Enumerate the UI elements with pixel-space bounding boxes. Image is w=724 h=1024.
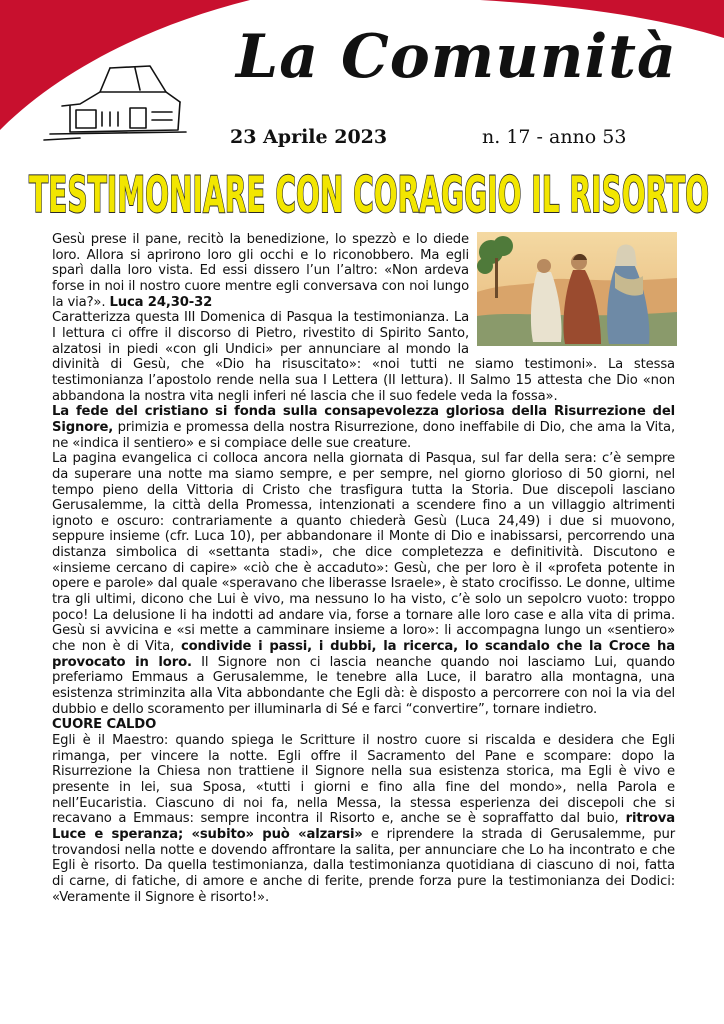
issue-number: n. 17 - anno 53 xyxy=(482,126,627,148)
emmaus-illustration xyxy=(477,232,677,346)
paragraph-3 xyxy=(52,451,675,717)
paragraph-4 xyxy=(52,733,675,905)
paragraph-4-b: e riprendere la strada di Gerusalemme, pur trovandosi nella notte e dovendo affrontare la salita, per annunciare che Lo ha incontrato e che Egli è risorto. Da quella testimonianza, dalla testimonianza quotidiana di ciascuno di noi, fatta di carne, di fatiche, di amore e anche di ferite, prende forza pure la testimonianza dei Dodici: «Veramente il Signore è risorto!». xyxy=(52,826,675,905)
church-logo-icon xyxy=(40,62,190,152)
paragraph-4-a: Egli è il Maestro: quando spiega le Scritture il nostro cuore si riscalda e desidera che Egli rimanga, per vincere la notte. Egli offre il Sacramento del Pane e scompare: dopo la Risurrezione la Chiesa non trattiene il Signore nella sua esistenza storica, ma Egli è vivo e presente in lei, sua Sposa, «tutti i giorni e fino alla fine del mondo», nella Parola e nell’Eucaristia. Ciascuno di noi fa, nella Messa, la stessa esperienza dei discepoli che si recavano a Emmaus: sempre incontra il Risorto e, anche se è sopraffatto dal buio, xyxy=(52,733,675,827)
article-body xyxy=(52,232,675,905)
intro-reference: Luca 24,30-32 xyxy=(109,294,213,310)
section-title: CUORE CALDO xyxy=(52,717,157,733)
paragraph-2 xyxy=(52,404,675,451)
paragraph-4-bold: ritrova Luce e speranza; «subito» può «alzarsi» xyxy=(52,811,675,842)
headline-text: TESTIMONIARE CON CORAGGIO IL RISORTO xyxy=(29,166,709,224)
headline xyxy=(24,160,714,226)
paragraph-1: Caratterizza questa III Domenica di Pasqua la testimonianza. La I lettura ci offre il discorso di Pietro, rivestito di Spirito Santo, alzatosi in piedi «con gli Undici» per annunciare al mondo la divinità di Gesù, che «Dio ha risuscitato»: «noi tutti ne siamo testimoni». La stessa testimonianza l’apostolo rende nella sua I Lettera (II lettura). Il Salmo 15 attesta che Dio «non abbandona la nostra vita negli inferi né lascia che il suo fedele veda la fossa». xyxy=(52,310,675,404)
paragraph-2-rest: primizia e promessa della nostra Risurrezione, dono ineffabile di Dio, che ama la Vita, ne «indica il sentiero» e si compiace delle sue creature. xyxy=(52,419,675,451)
masthead-title: La Comunità xyxy=(236,22,677,92)
paragraph-3-bold: condivide i passi, i dubbi, la ricerca, lo scandalo che la Croce ha provocato in loro. xyxy=(52,639,675,670)
paragraph-2-bold: La fede del cristiano si fonda sulla consapevolezza gloriosa della Risurrezione del Signore, xyxy=(52,404,675,435)
paragraph-3-b: Il Signore non ci lascia neanche quando noi lasciamo Lui, quando preferiamo Emmaus a Gerusalemme, le tenebre alla Luce, il baratro alla montagna, una esistenza striminzita alla Vita abbondante che Egli dà: è disposto a percorrere con noi la via del dubbio e dello scoramento per illuminarla di Sé e farci “convertire”, tornare indietro. xyxy=(52,654,675,717)
intro-quote: Gesù prese il pane, recitò la benedizione, lo spezzò e lo diede loro. Allora si aprirono loro gli occhi e lo riconobbero. Ma egli sparì dalla loro vista. Ed essi dissero l’un l’altro: «Non ardeva forse in noi il nostro cuore mentre egli conversava con noi lungo la via?». xyxy=(52,232,469,310)
paragraph-3-a: La pagina evangelica ci colloca ancora nella giornata di Pasqua, sul far della sera: c’è sempre da superare una notte ma siamo sempre, e per sempre, nel giorno glorioso di 50 giorni, nel tempo pieno della Vittoria di Cristo che trasfigura tutta la Storia. Due discepoli lasciano Gerusalemme, la città della Promessa, intenzionati a scendere fino a un villaggio altrimenti ignoto e oscuro: contrariamente a quanto chiederà Gesù (Luca 24,49) i due si muovono, seppure insieme (cfr. Luca 10), per abbandonare il Monte di Dio e inabissarsi, percorrendo una distanza simbolica di «settanta stadi», che dice completezza e definitività. Discutono e «insieme cercano di capire» «ciò che è accaduto»: Gesù, che per loro è il «profeta potente in opere e parole» dal quale «speravano che liberasse Israele», è stato crocifisso. Le donne, ultime tra gli ultimi, dicono che Lui è vivo, ma nessuno lo ha visto, c’è solo un sepolcro vuoto: troppo poco! La delusione li ha indotti ad andare via, forse a tornare alle loro case e alla vita di prima. Gesù si avvicina e «si mette a camminare insieme a loro»: li accompagna lungo un «sentiero» che non è di Vita, xyxy=(52,451,675,655)
issue-date: 23 Aprile 2023 xyxy=(230,126,388,148)
